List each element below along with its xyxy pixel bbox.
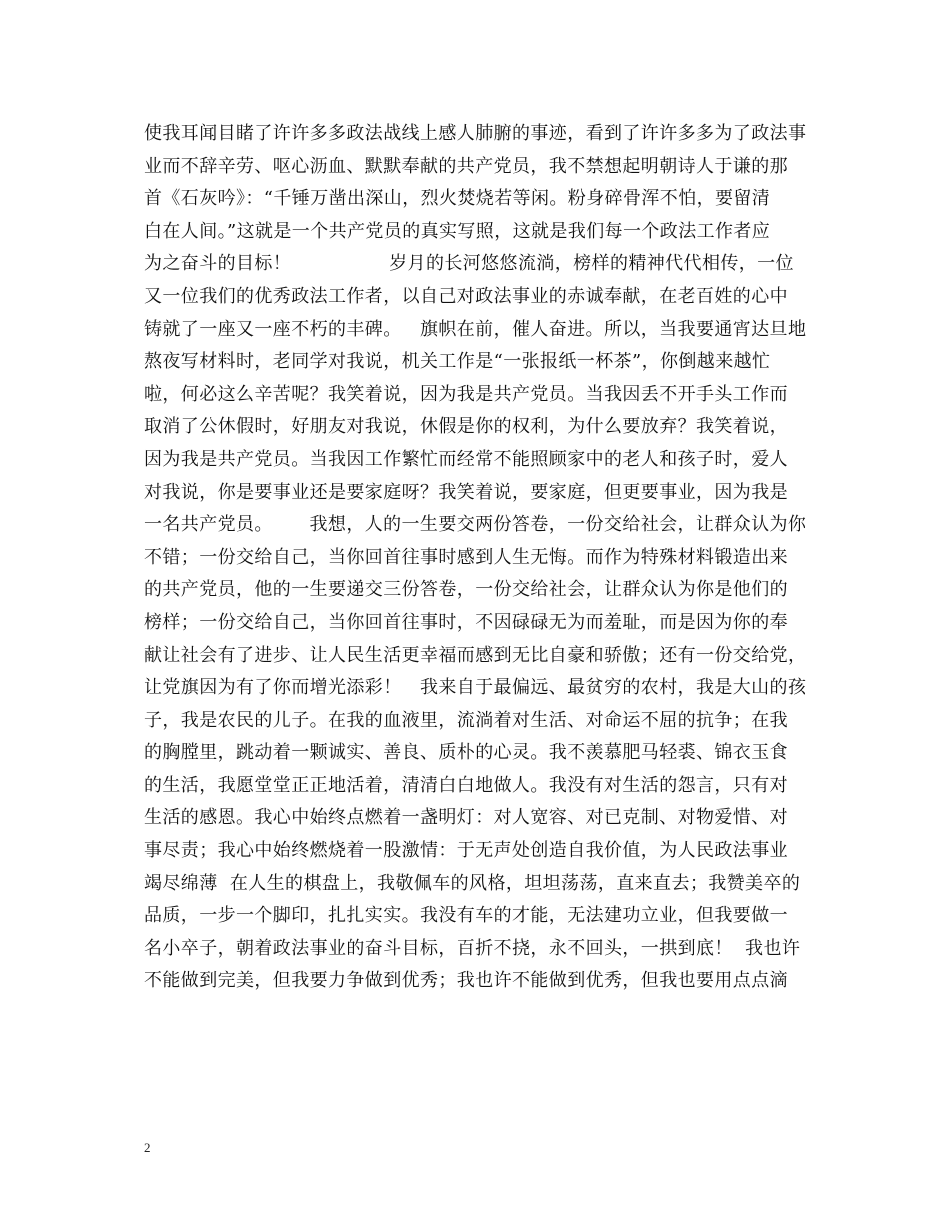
text-line: 对我说，你是要事业还是要家庭呀？我笑着说，要家庭，但更要事业，因为我是 <box>144 481 788 503</box>
text-line: 品质，一步一个脚印，扎扎实实。我没有车的才能，无法建功立业，但我要做一 <box>144 905 788 927</box>
text-line: 的生活，我愿堂堂正正地活着，清清白白地做人。我没有对生活的怨言，只有对 <box>144 774 788 796</box>
text-line: 的胸膛里，跳动着一颗诚实、善良、质朴的心灵。我不羡慕肥马轻裘、锦衣玉食 <box>144 742 788 764</box>
text-line: 啦，何必这么辛苦呢？我笑着说，因为我是共产党员。当我因丢不开手头工作而 <box>144 383 788 405</box>
text-line: 子，我是农民的儿子。在我的血液里，流淌着对生活、对命运不屈的抗争；在我 <box>144 709 788 731</box>
text-line: 献让社会有了进步、让人民生活更幸福而感到无比自豪和骄傲；还有一份交给党， <box>144 644 807 666</box>
text-line: 的共产党员，他的一生要递交三份答卷，一份交给社会，让群众认为你是他们的 <box>144 579 788 601</box>
text-line: 不错；一份交给自己，当你回首往事时感到人生无悔。而作为特殊材料锻造出来 <box>144 546 788 568</box>
text-line: 事尽责；我心中始终燃烧着一股激情：于无声处创造自我价值，为人民政法事业 <box>144 840 788 862</box>
text-line: 业而不辞辛劳、呕心沥血、默默奉献的共产党员，我不禁想起明朝诗人于谦的那 <box>144 155 788 177</box>
text-line: 让党旗因为有了你而增光添彩！ 我来自于最偏远、最贫穷的农村，我是大山的孩 <box>144 677 807 699</box>
text-line: 白在人间。”这就是一个共产党员的真实写照，这就是我们每一个政法工作者应 <box>144 220 771 242</box>
text-line: 使我耳闻目睹了许许多多政法战线上感人肺腑的事迹，看到了许许多多为了政法事 <box>144 123 807 144</box>
body-text <box>144 118 824 998</box>
text-line: 为之奋斗的目标！ 岁月的长河悠悠流淌，榜样的精神代代相传，一位 <box>144 253 794 275</box>
text-line: 一名共产党员。 我想，人的一生要交两份答卷，一份交给社会，让群众认为你 <box>144 514 807 536</box>
text-line: 生活的感恩。我心中始终点燃着一盏明灯：对人宽容、对已克制、对物爱惜、对 <box>144 807 788 829</box>
text-line: 因为我是共产党员。当我因工作繁忙而经常不能照顾家中的老人和孩子时，爱人 <box>144 448 788 470</box>
text-line: 名小卒子，朝着政法事业的奋斗目标，百折不挠，永不回头，一拱到底！ 我也许 <box>144 937 801 959</box>
text-line: 竭尽绵薄 在人生的棋盘上，我敬佩车的风格，坦坦荡荡，直来直去；我赞美卒的 <box>144 872 801 894</box>
text-line: 熬夜写材料时，老同学对我说，机关工作是“一张报纸一杯茶”，你倒越来越忙 <box>144 351 771 373</box>
text-line: 取消了公休假时，好朋友对我说，休假是你的权利，为什么要放弃？我笑着说， <box>144 416 788 438</box>
page-number: 2 <box>144 1140 151 1155</box>
text-line: 又一位我们的优秀政法工作者，以自己对政法事业的赤诚奉献，在老百姓的心中 <box>144 285 788 307</box>
text-line: 首《石灰吟》：“千锤万凿出深山，烈火焚烧若等闲。粉身碎骨浑不怕，要留清 <box>144 188 771 210</box>
text-line: 不能做到完美，但我要力争做到优秀；我也许不能做到优秀，但我也要用点点滴 <box>144 970 788 992</box>
text-line: 榜样；一份交给自己，当你回首往事时，不因碌碌无为而羞耻，而是因为你的奉 <box>144 611 788 633</box>
text-line: 铸就了一座又一座不朽的丰碑。 旗帜在前，催人奋进。所以，当我要通宵达旦地 <box>144 318 807 340</box>
